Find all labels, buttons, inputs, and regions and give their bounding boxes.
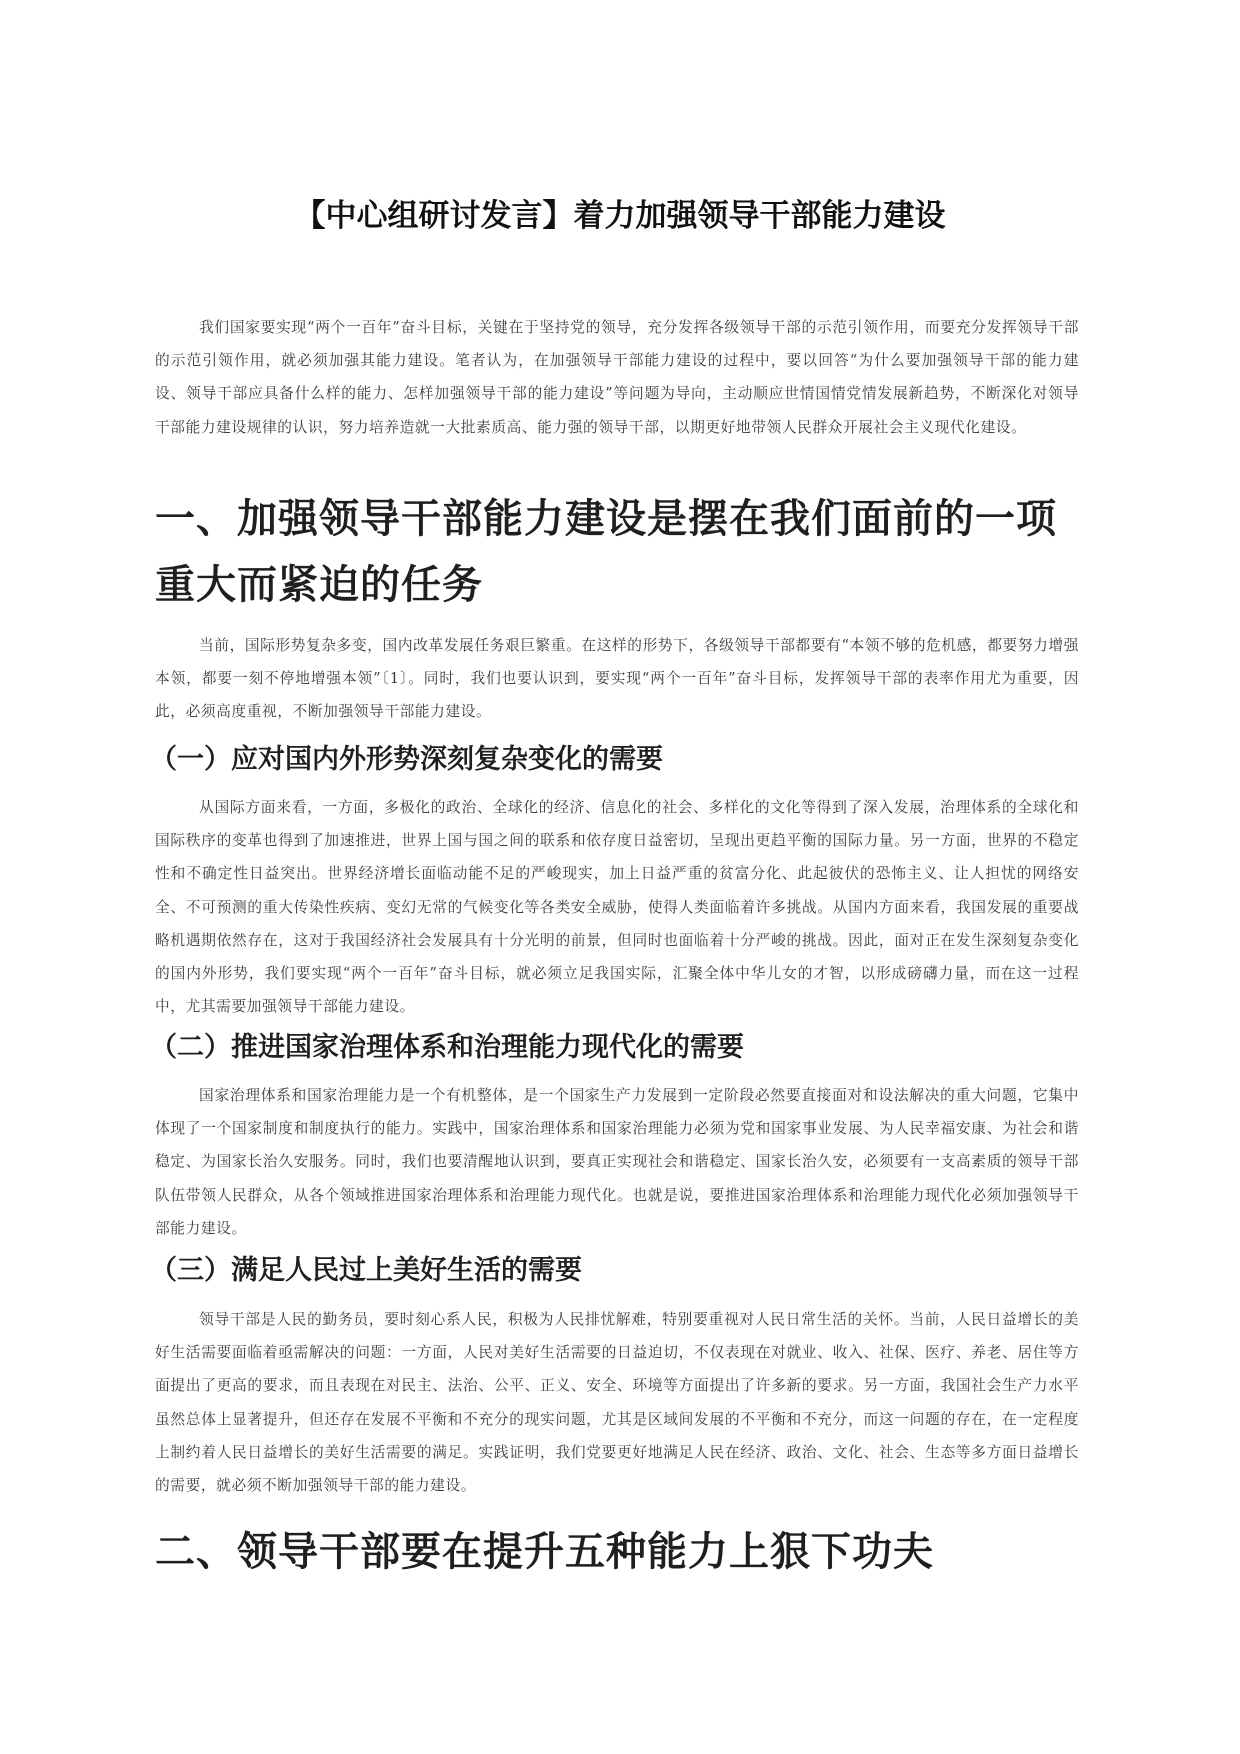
subsection-1-paragraph: 从国际方面来看，一方面，多极化的政治、全球化的经济、信息化的社会、多样化的文化等得到了深入发展，治理体系的全球化和国际秩序的变革也得到了加速推进，世界上国与国之间的联系和依存度日益密切，呈现出更趋平衡的国际力量。另一方面，世界的不稳定性和不确定性日益突出。世界经济增长面临动能不足的严峻现实，加上日益严重的贫富分化、此起彼伏的恐怖主义、让人担忧的网络安全、不可预测的重大传染性疾病、变幻无常的气候变化等各类安全威胁，使得人类面临着许多挑战。从国内方面来看，我国发展的重要战略机遇期依然存在，这对于我国经济社会发展具有十分光明的前景，但同时也面临着十分严峻的挑战。因此，面对正在发生深刻复杂变化的国内外形势，我们要实现“两个一百年”奋斗目标，就必须立足我国实际，汇聚全体中华儿女的才智，以形成磅礴力量，而在这一过程中，尤其需要加强领导干部能力建设。	[155, 799, 1079, 1016]
document-title: 【中心组研讨发言】着力加强领导干部能力建设	[294, 198, 946, 234]
section-1-heading: 一、加强领导干部能力建设是摆在我们面前的一项重大而紧迫的任务	[155, 496, 1057, 608]
section-2-heading: 二、领导干部要在提升五种能力上狠下功夫	[155, 1529, 934, 1575]
subsection-2-heading: （二）推进国家治理体系和治理能力现代化的需要	[150, 1032, 744, 1063]
subsection-3-paragraph: 领导干部是人民的勤务员，要时刻心系人民，积极为人民排忧解难，特别要重视对人民日常生活的关怀。当前，人民日益增长的美好生活需要面临着亟需解决的问题：一方面，人民对美好生活需要的日益迫切，不仅表现在对就业、收入、社保、医疗、养老、居住等方面提出了更高的要求，而且表现在对民主、法治、公平、正义、安全、环境等方面提出了许多新的要求。另一方面，我国社会生产力水平虽然总体上显著提升，但还存在发展不平衡和不充分的现实问题，尤其是区域间发展的不平衡和不充分，而这一问题的存在，在一定程度上制约着人民日益增长的美好生活需要的满足。实践证明，我们党要更好地满足人民在经济、政治、文化、社会、生态等多方面日益增长的需要，就必须不断加强领导干部的能力建设。	[155, 1311, 1079, 1495]
section-1-intro-paragraph: 当前，国际形势复杂多变，国内改革发展任务艰巨繁重。在这样的形势下，各级领导干部都要有“本领不够的危机感，都要努力增强本领，都要一刻不停地增强本领”〔1〕。同时，我们也要认识到，要实现“两个一百年”奋斗目标，发挥领导干部的表率作用尤为重要，因此，必须高度重视，不断加强领导干部能力建设。	[155, 637, 1079, 721]
subsection-2-paragraph: 国家治理体系和国家治理能力是一个有机整体，是一个国家生产力发展到一定阶段必然要直接面对和设法解决的重大问题，它集中体现了一个国家制度和制度执行的能力。实践中，国家治理体系和国家治理能力必须为党和国家事业发展、为人民幸福安康、为社会和谐稳定、为国家长治久安服务。同时，我们也要清醒地认识到，要真正实现社会和谐稳定、国家长治久安，必须要有一支高素质的领导干部队伍带领人民群众，从各个领域推进国家治理体系和治理能力现代化。也就是说，要推进国家治理体系和治理能力现代化必须加强领导干部能力建设。	[155, 1087, 1079, 1237]
subsection-3-heading: （三）满足人民过上美好生活的需要	[150, 1255, 582, 1286]
subsection-1-heading: （一）应对国内外形势深刻复杂变化的需要	[150, 744, 663, 775]
intro-paragraph: 我们国家要实现“两个一百年”奋斗目标，关键在于坚持党的领导，充分发挥各级领导干部的示范引领作用，而要充分发挥领导干部的示范引领作用，就必须加强其能力建设。笔者认为，在加强领导干部能力建设的过程中，要以回答“为什么要加强领导干部的能力建设、领导干部应具备什么样的能力、怎样加强领导干部的能力建设”等问题为导向，主动顺应世情国情党情发展新趋势，不断深化对领导干部能力建设规律的认识，努力培养造就一大批素质高、能力强的领导干部，以期更好地带领人民群众开展社会主义现代化建设。	[155, 319, 1079, 436]
